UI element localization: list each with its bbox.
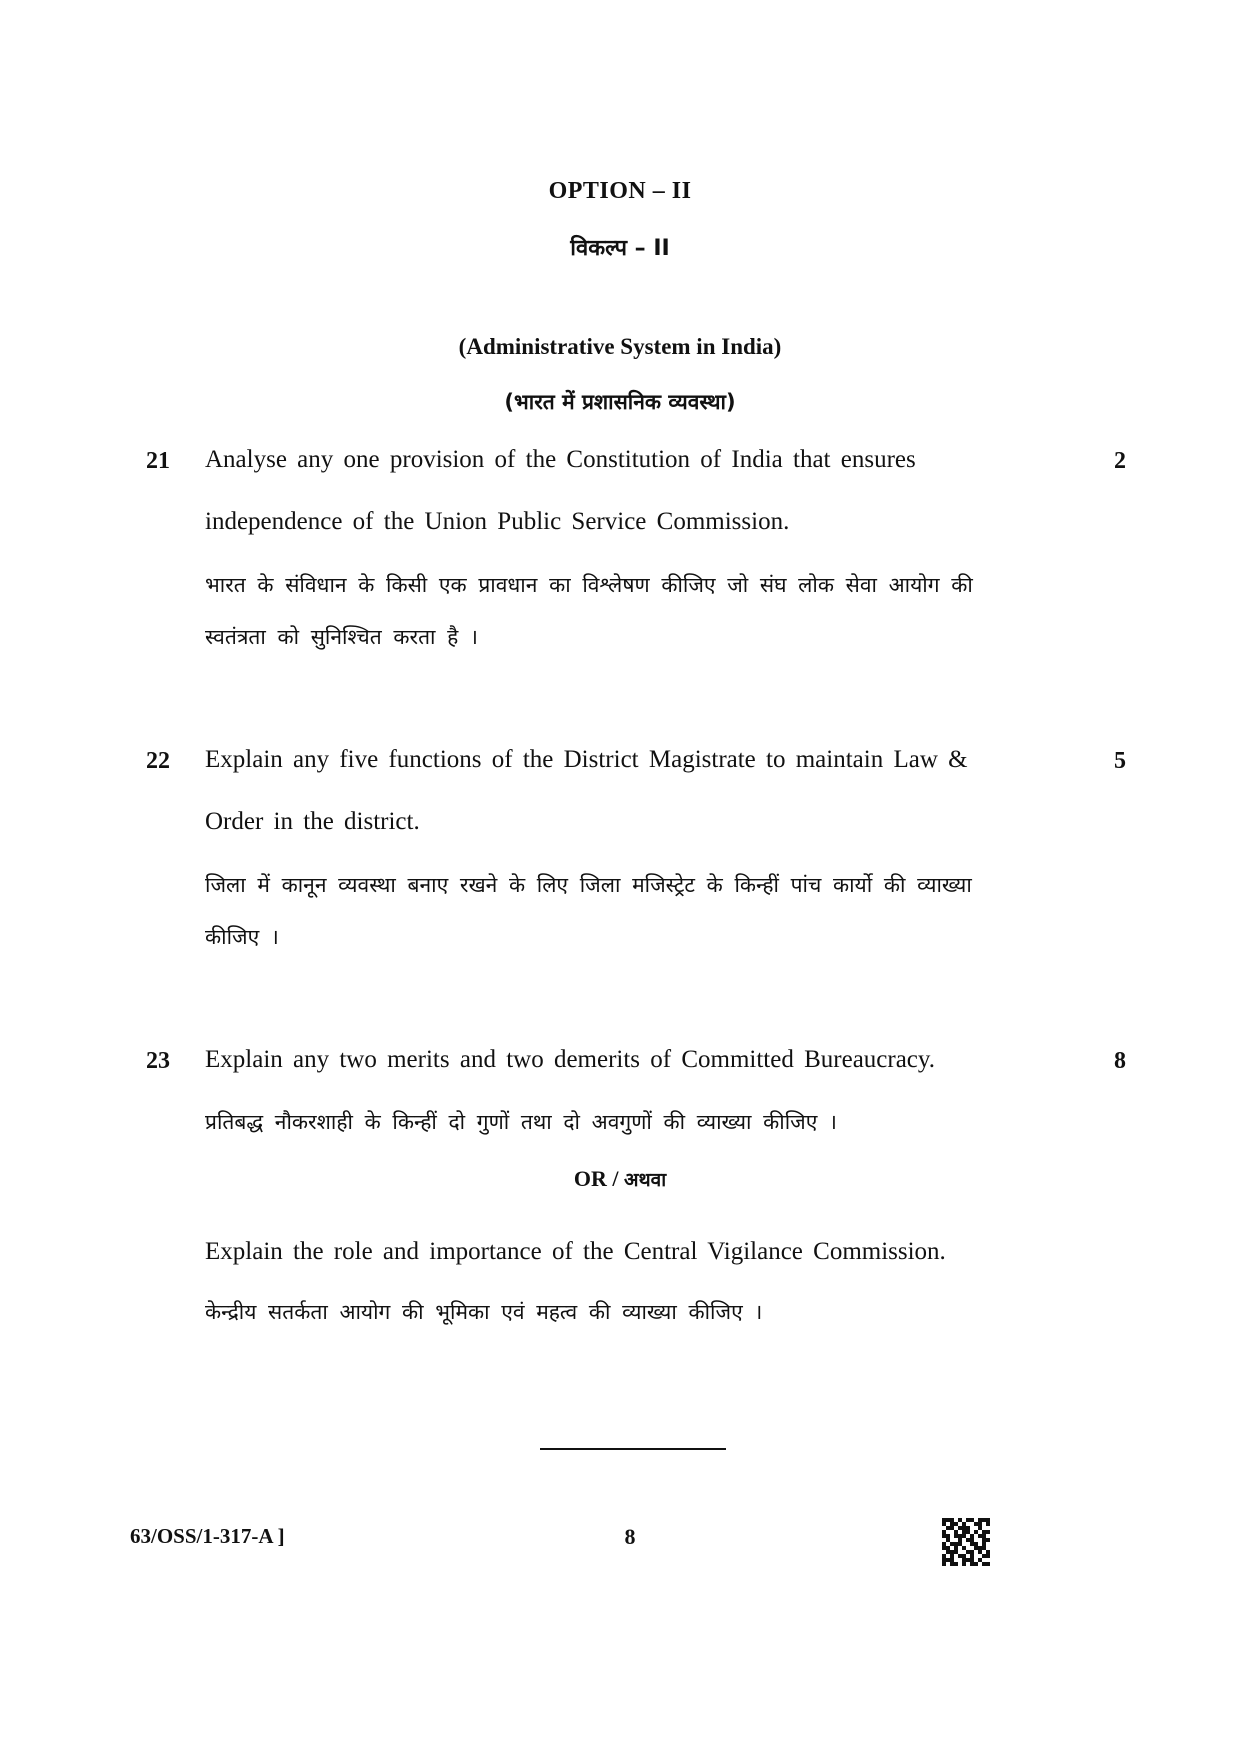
qr-code-icon: [942, 1518, 990, 1566]
or-label-hindi: अथवा: [623, 1169, 667, 1191]
question-22-text-line-1: Explain any five functions of the District Magistrate to maintain Law &: [205, 746, 968, 773]
question-22-text-line-2: Order in the district.: [205, 808, 420, 835]
question-marks-23: 8: [1114, 1048, 1126, 1074]
question-21-hindi-line-2: स्वतंत्रता को सुनिश्चित करता है ।: [205, 625, 478, 649]
question-22-hindi-line-1: जिला में कानून व्यवस्था बनाए रखने के लिए जिला मजिस्ट्रेट के किन्हीं पांच कार्यो की व्याख्या: [205, 873, 972, 897]
question-number-22: 22: [146, 748, 170, 774]
or-slash: /: [606, 1166, 624, 1191]
question-23-hindi-line-1: प्रतिबद्ध नौकरशाही के किन्हीं दो गुणों तथा दो अवगुणों की व्याख्या कीजिए ।: [205, 1110, 837, 1134]
section-title-hindi: (भारत में प्रशासनिक व्यवस्था): [504, 390, 736, 414]
or-label: OR: [573, 1166, 607, 1191]
question-marks-22: 5: [1114, 748, 1126, 774]
question-21-hindi-line-1: भारत के संविधान के किसी एक प्रावधान का विश्लेषण कीजिए जो संघ लोक सेवा आयोग की: [205, 573, 973, 597]
option-title: OPTION – II: [548, 178, 692, 204]
question-23-alternative-hindi: केन्द्रीय सतर्कता आयोग की भूमिका एवं महत्व की व्याख्या कीजिए ।: [205, 1300, 763, 1324]
option-title-hindi: विकल्प – II: [570, 236, 670, 261]
or-separator: [0, 1166, 1240, 1192]
question-21-text-line-2: independence of the Union Public Service Commission.: [205, 508, 790, 535]
question-23-alternative-text: Explain the role and importance of the Central Vigilance Commission.: [205, 1238, 946, 1265]
question-marks-21: 2: [1114, 448, 1126, 474]
question-number-21: 21: [146, 448, 170, 474]
question-number-23: 23: [146, 1048, 170, 1074]
end-rule-divider: [540, 1448, 726, 1450]
section-title: (Administrative System in India): [458, 334, 782, 359]
question-22-hindi-line-2: कीजिए ।: [205, 925, 279, 949]
question-23-text-line-1: Explain any two merits and two demerits of Committed Bureaucracy.: [205, 1046, 936, 1073]
question-21-text-line-1: Analyse any one provision of the Constitution of India that ensures: [205, 446, 916, 473]
page-number: 8: [624, 1524, 636, 1549]
paper-code: 63/OSS/1-317-A ]: [130, 1524, 285, 1548]
